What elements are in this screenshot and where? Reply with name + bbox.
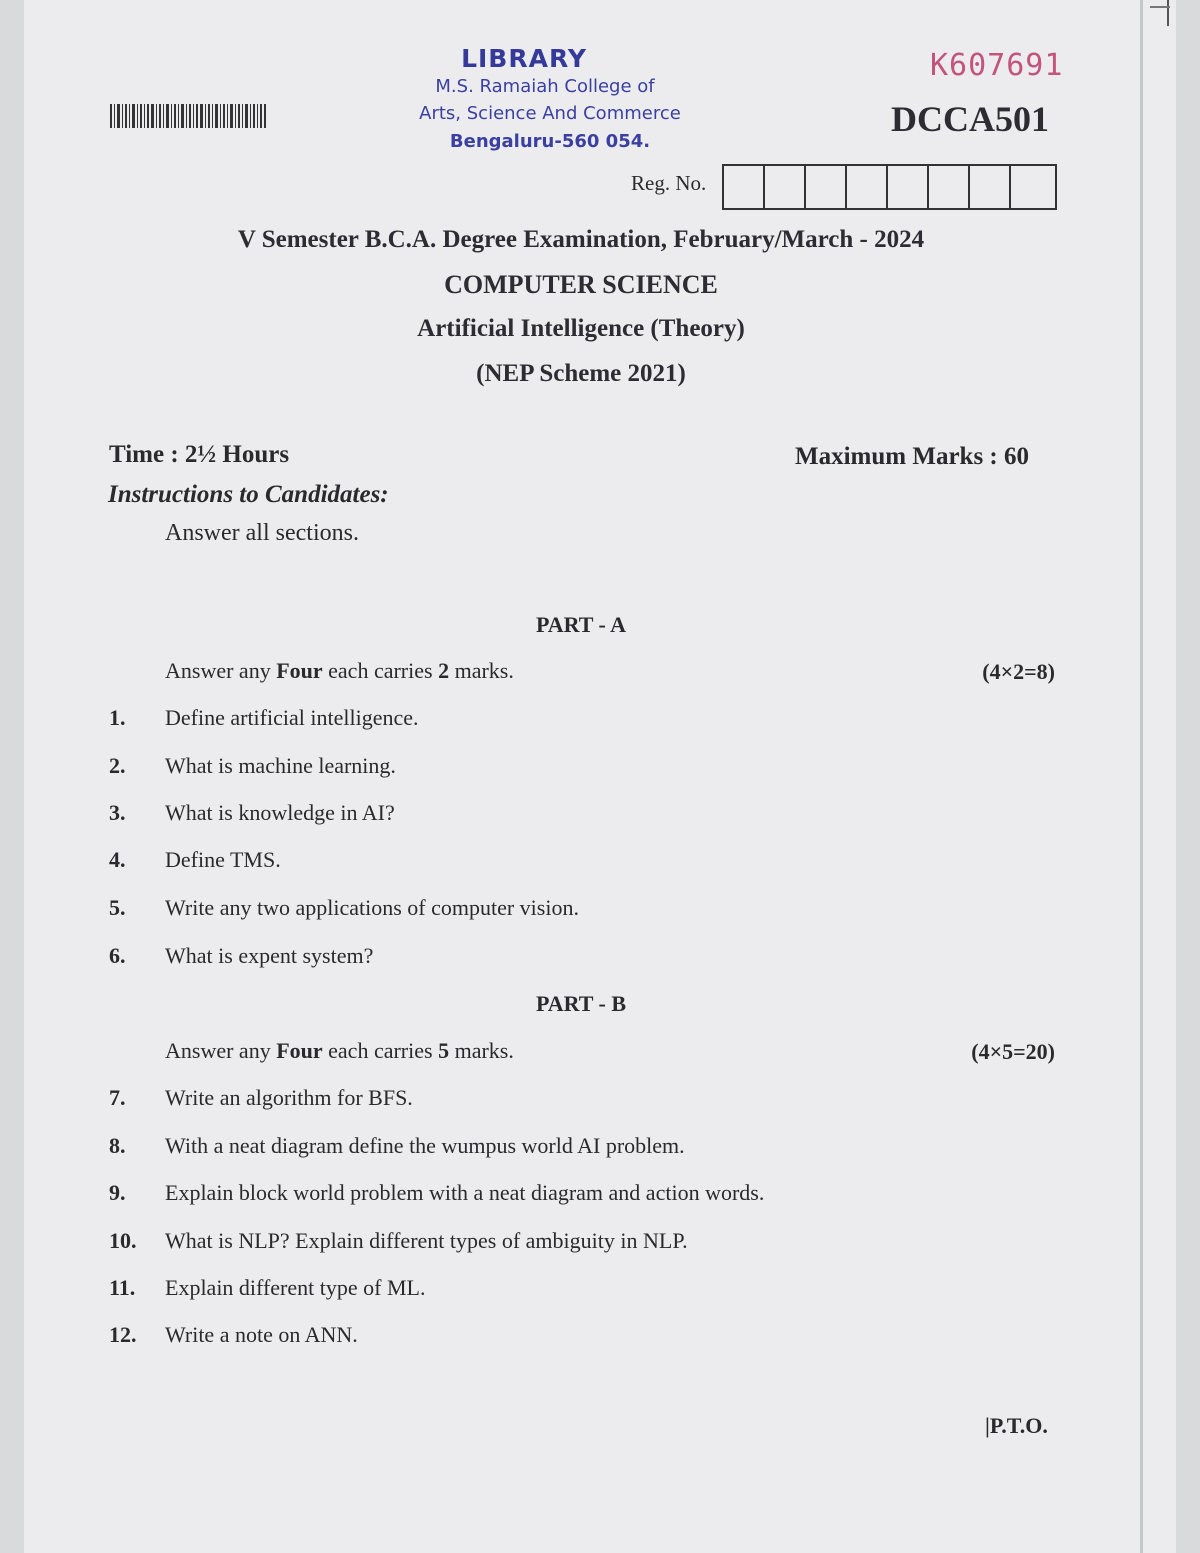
reg-no-cell: [806, 166, 847, 208]
question-text: Define TMS.: [165, 847, 281, 872]
question-number: 5.: [109, 895, 126, 920]
stamp-line-3: Bengaluru-560 054.: [449, 131, 651, 152]
reg-no-cell: [724, 166, 765, 208]
question-text: What is knowledge in AI?: [165, 800, 395, 825]
stamp-title: LIBRARY: [461, 44, 587, 73]
instructions-text: Answer all sections.: [165, 520, 359, 546]
reg-no-cell: [765, 166, 806, 208]
question-number: 8.: [109, 1133, 126, 1158]
instr-marks: 2: [438, 658, 450, 683]
question-number: 6.: [109, 943, 126, 968]
reg-no-boxes: [722, 164, 1057, 210]
question-number: 9.: [109, 1180, 126, 1205]
question-number: 4.: [109, 847, 126, 872]
question-number: 2.: [109, 753, 126, 778]
page-corner-mark: [1167, 0, 1169, 26]
reg-no-cell: [847, 166, 888, 208]
scheme-title: (NEP Scheme 2021): [476, 360, 686, 387]
part-a-title: PART - A: [535, 612, 627, 637]
instr-count: Four: [276, 1038, 323, 1063]
part-a-marks-scheme: (4×2=8): [982, 659, 1055, 684]
instr-count: Four: [276, 658, 323, 683]
instr-pre: Answer any: [165, 658, 277, 683]
question-text: What is expent system?: [165, 943, 374, 968]
question-number: 12.: [109, 1322, 137, 1347]
paper-title: Artificial Intelligence (Theory): [417, 315, 745, 342]
subject-title: COMPUTER SCIENCE: [444, 270, 718, 299]
part-a-instruction: [165, 658, 514, 684]
stamp-line-2: Arts, Science And Commerce: [419, 103, 681, 124]
part-b-instruction: [165, 1038, 514, 1064]
instructions-heading: Instructions to Candidates:: [108, 481, 389, 508]
instr-post: marks.: [449, 1038, 514, 1063]
instr-pre: Answer any: [165, 1038, 277, 1063]
question-text: What is NLP? Explain different types of ambiguity in NLP.: [165, 1228, 688, 1253]
stamp-line-1: M.S. Ramaiah College of: [435, 76, 655, 97]
instr-marks: 5: [438, 1038, 450, 1063]
question-text: Write any two applications of computer vision.: [165, 895, 579, 920]
reg-no-cell: [1011, 166, 1055, 208]
reg-no-cell: [970, 166, 1011, 208]
question-number: 1.: [109, 705, 126, 730]
question-text: Write a note on ANN.: [165, 1322, 358, 1347]
instr-mid: each carries: [322, 1038, 439, 1063]
reg-no-cell: [888, 166, 929, 208]
question-number: 10.: [109, 1228, 137, 1253]
reg-no-label: Reg. No.: [631, 171, 707, 195]
question-text: Write an algorithm for BFS.: [165, 1085, 413, 1110]
maximum-marks: Maximum Marks : 60: [795, 443, 1029, 470]
question-text: Explain block world problem with a neat diagram and action words.: [165, 1180, 765, 1205]
please-turn-over: |P.T.O.: [985, 1413, 1048, 1438]
serial-number: K607691: [930, 48, 1064, 83]
page-corner-mark-horizontal: [1150, 6, 1170, 8]
part-b-title: PART - B: [535, 991, 627, 1016]
question-text: With a neat diagram define the wumpus world AI problem.: [165, 1133, 685, 1158]
question-text: Explain different type of ML.: [165, 1275, 426, 1300]
question-text: Define artificial intelligence.: [165, 705, 419, 730]
question-text: What is machine learning.: [165, 753, 396, 778]
exam-title: V Semester B.C.A. Degree Examination, February/March - 2024: [237, 226, 925, 253]
question-number: 7.: [109, 1085, 126, 1110]
question-number: 11.: [109, 1275, 136, 1300]
instr-mid: each carries: [322, 658, 439, 683]
time-allowed: Time : 2½ Hours: [109, 441, 290, 468]
instr-post: marks.: [449, 658, 514, 683]
barcode: [110, 104, 266, 128]
question-number: 3.: [109, 800, 126, 825]
library-stamp: [400, 44, 700, 155]
part-b-marks-scheme: (4×5=20): [971, 1039, 1055, 1064]
paper-code: DCCA501: [891, 99, 1049, 139]
reg-no-cell: [929, 166, 970, 208]
